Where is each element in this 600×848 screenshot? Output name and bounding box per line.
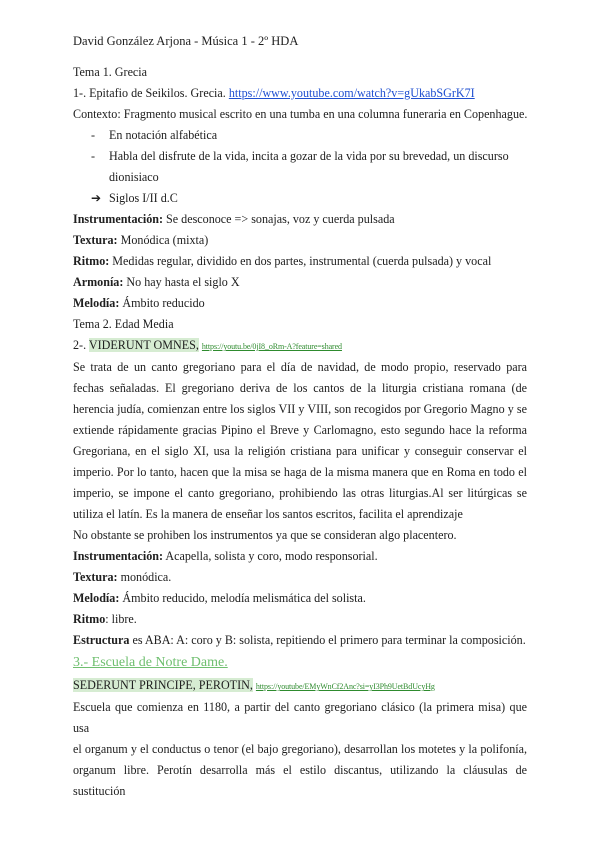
- item3-youtube-link[interactable]: https://youtube/EMyWnCf2Anc?si=yI3Ph9UetBdUcyHg: [255, 682, 435, 691]
- item2-title: VIDERUNT OMNES,: [88, 338, 199, 352]
- item3-heading: 3.- Escuela de Notre Dame.: [73, 655, 228, 670]
- bullet-item: [73, 125, 527, 146]
- para3-line: el organum y el conductus o tenor (el bajo gregoriano), desarrollan los motetes y la polifonía,: [73, 742, 527, 756]
- label: Melodía:: [73, 296, 120, 310]
- bullet-text: Siglos I/II d.C: [109, 191, 178, 205]
- value: Se desconoce => sonajas, voz y cuerda pulsada: [163, 212, 395, 226]
- grecia-armonia: [73, 272, 527, 293]
- grecia-ritmo: [73, 251, 527, 272]
- item2-youtube-link[interactable]: https://youtu.be/0jI8_oRm-A?feature=shared: [201, 342, 342, 351]
- bullet-item: [73, 188, 527, 209]
- item3-title: SEDERUNT PRINCIPE, PEROTIN,: [73, 678, 253, 692]
- item1-line: [73, 83, 527, 104]
- para2-line: Se trata de un canto gregoriano para el día de navidad, de modo propio, reservado para: [73, 360, 527, 374]
- medieval-melodia: [73, 588, 527, 609]
- para3-line: organum libre. Perotín desarrolla más el estilo discantus, utilizando la cláusulas de sustitución: [73, 763, 527, 798]
- document-body: [73, 62, 527, 802]
- tema2-heading: Tema 2. Edad Media: [73, 317, 174, 331]
- medieval-estructura: [73, 630, 527, 651]
- item1-youtube-link[interactable]: https://www.youtube.com/watch?v=gUkabSGrK7I: [228, 86, 475, 100]
- bullet-text: Habla del disfrute de la vida, incita a gozar de la vida por su brevedad, un discurso: [109, 149, 509, 163]
- bullet-item: [73, 146, 527, 167]
- para2-line: imperio, se impone el canto gregoriano, prohibiendo las otras liturgias.Al ser litúrgicas se: [73, 486, 527, 500]
- para3: [73, 697, 527, 802]
- item3-line: [73, 675, 527, 697]
- label: Ritmo: [73, 612, 106, 626]
- value: es ABA: A: coro y B: solista, repitiendo el primero para terminar la composición.: [129, 633, 526, 647]
- value: monódica.: [117, 570, 172, 584]
- dash-icon: -: [91, 128, 96, 142]
- value: Medidas regular, dividido en dos partes, instrumental (cuerda pulsada) y vocal: [109, 254, 492, 268]
- para2-last-line: utiliza el latín. Es la manera de enseñar los santos escritos, facilita el aprendizaje: [73, 507, 463, 521]
- label: Melodía:: [73, 591, 120, 605]
- arrow-right-icon: ➔: [91, 191, 102, 205]
- para2-line: Gregoriana, en el siglo XI, usa la religión cristiana para unificar y conseguir conservar el: [73, 444, 527, 458]
- para3-line: Escuela que comienza en 1180, a partir del canto gregoriano clásico (la primera misa) que usa: [73, 700, 527, 735]
- label: Ritmo:: [73, 254, 110, 268]
- label: Armonía:: [73, 275, 124, 289]
- label: Textura:: [73, 570, 118, 584]
- bullet-text: En notación alfabética: [109, 128, 218, 142]
- para2-line: extiende rápidamente gracias Pipino el Breve y Carlomagno, esto segundo hace la reforma: [73, 423, 527, 437]
- label: Instrumentación:: [73, 549, 164, 563]
- contexto-line: Contexto: Fragmento musical escrito en una tumba en una columna funeraria en Copenhague.: [73, 107, 528, 121]
- value: Monódica (mixta): [117, 233, 209, 247]
- bullet-continuation: dionisiaco: [109, 170, 159, 184]
- item2-line: [73, 335, 527, 357]
- label: Textura:: [73, 233, 118, 247]
- value: Ámbito reducido, melodía melismática del solista.: [119, 591, 366, 605]
- medieval-textura: [73, 567, 527, 588]
- medieval-ritmo: [73, 609, 527, 630]
- para2: [73, 357, 527, 504]
- para2-line: fechas señaladas. El gregoriano deriva de los cantos de la liturgia cristiana romana (de: [73, 381, 527, 395]
- value: No hay hasta el siglo X: [123, 275, 240, 289]
- no-obstante-line: No obstante se prohiben los instrumentos ya que se consideran algo placentero.: [73, 528, 457, 542]
- item2-prefix: 2-.: [73, 338, 89, 352]
- value: Ámbito reducido: [119, 296, 205, 310]
- grecia-melodia: [73, 293, 527, 314]
- value: : libre.: [105, 612, 137, 626]
- medieval-instrumentacion: [73, 546, 527, 567]
- tema1-heading: Tema 1. Grecia: [73, 65, 148, 79]
- value: Acapella, solista y coro, modo responsorial.: [163, 549, 378, 563]
- para2-line: herencia judía, comienzan entre los siglos VII y VIII, son recogidos por Gregorio Magno y se: [73, 402, 527, 416]
- dash-icon: -: [91, 149, 96, 163]
- grecia-instrumentacion: [73, 209, 527, 230]
- para2-line: imperio. Por lo tanto, hacen que la misa se haga de la misma manera que en Roma en todo el: [73, 465, 527, 479]
- item1-prefix: 1-. Epitafio de Seikilos. Grecia.: [73, 86, 229, 100]
- grecia-textura: [73, 230, 527, 251]
- label: Estructura: [73, 633, 130, 647]
- page-header: David González Arjona - Música 1 - 2º HDA: [73, 34, 299, 48]
- label: Instrumentación:: [73, 212, 164, 226]
